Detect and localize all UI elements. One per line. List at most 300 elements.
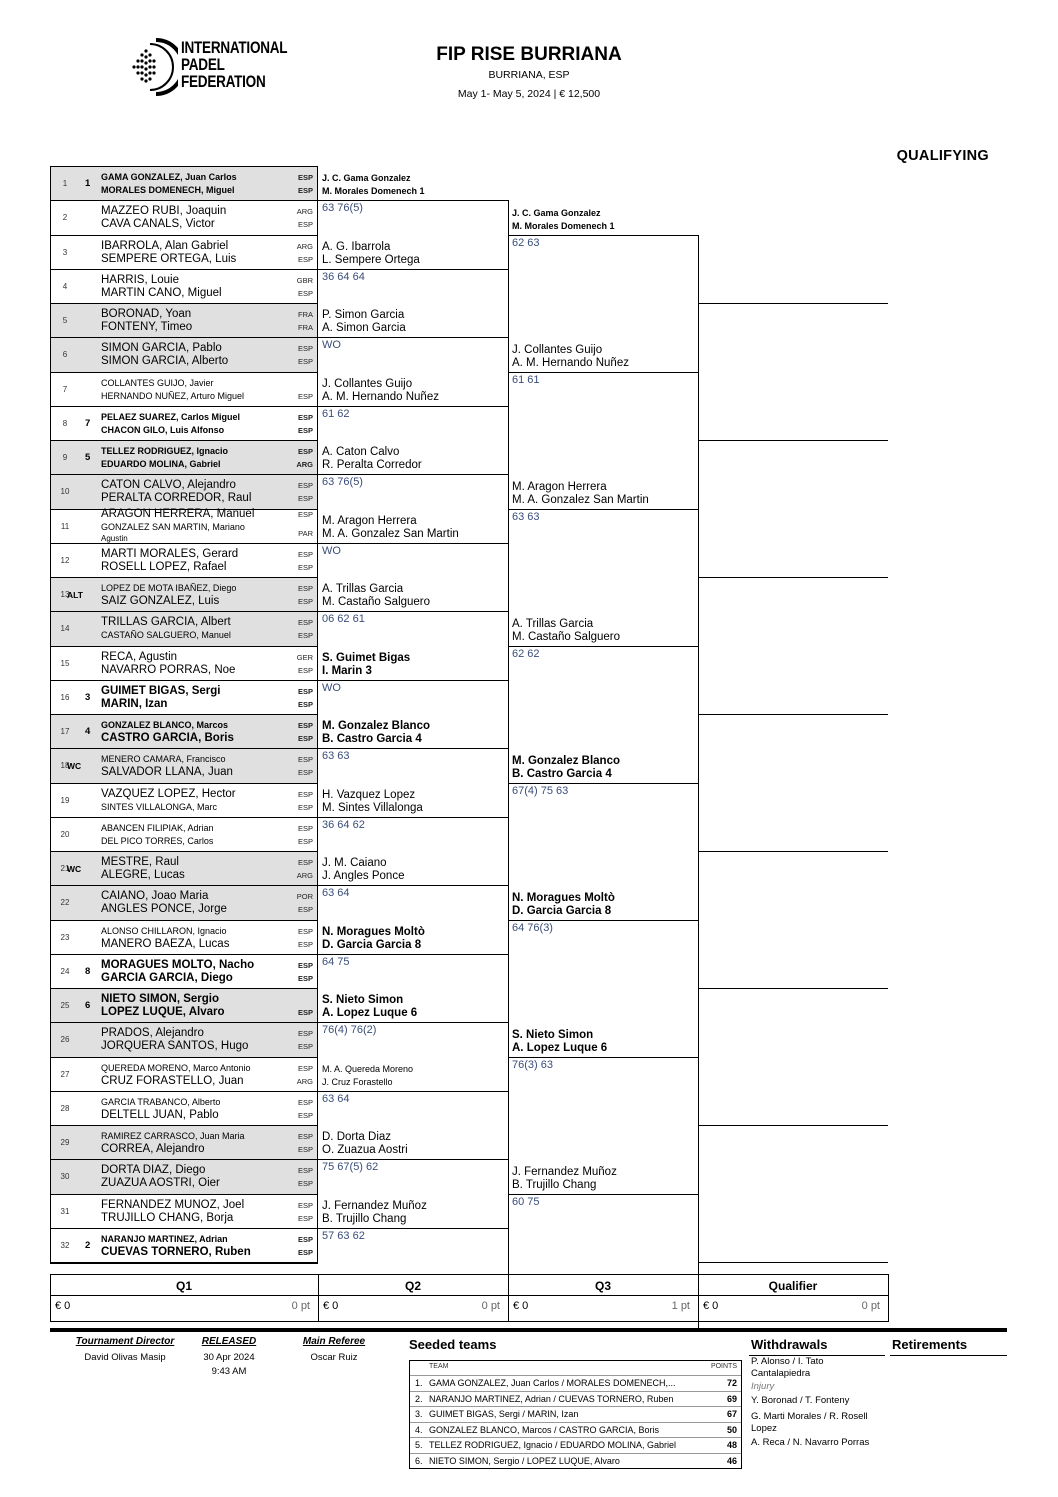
- director-label: Tournament Director: [75, 1336, 175, 1347]
- player-name: MENERO CAMARA, Francisco: [101, 754, 226, 765]
- player-name: GONZALEZ BLANCO, Marcos: [101, 720, 229, 730]
- draw-slot: [51, 1126, 317, 1160]
- nationality: ESP: [297, 173, 313, 182]
- round3-winner: J. Fernandez Muñoz: [512, 1165, 617, 1178]
- player-name: NARANJO MARTINEZ, Adrian: [101, 1233, 228, 1244]
- draw-slot: [51, 681, 317, 715]
- referee-label: Main Referee: [302, 1336, 366, 1347]
- slot-number: 19: [60, 795, 70, 805]
- released-date: 30 Apr 2024: [203, 1352, 255, 1363]
- footer-divider: [50, 1295, 889, 1296]
- slot-number: 29: [60, 1138, 70, 1148]
- nationality: ESP: [297, 1234, 313, 1244]
- player-name: CASTAÑO SALGUERO, Manuel: [101, 630, 231, 641]
- round2-score: WO: [322, 544, 341, 557]
- slot-number: 31: [60, 1206, 70, 1216]
- qualifier-line: [698, 1262, 888, 1263]
- seed-rank: 6.: [415, 1455, 423, 1466]
- nationality: ESP: [297, 755, 313, 765]
- round2-score: 06 62 61: [322, 613, 365, 626]
- round2-score: 61 62: [322, 407, 350, 420]
- round2-winner: A. M. Hernando Nuñez: [322, 390, 439, 403]
- draw-slots: [50, 166, 318, 1264]
- bracket-line: [318, 1022, 508, 1023]
- round3-winner: M. Morales Domenech 1: [512, 220, 615, 231]
- seeded-team-row: [410, 1391, 741, 1406]
- nationality: ESP: [297, 1110, 313, 1120]
- round-name: Qualifier: [768, 1279, 818, 1293]
- nationality: GBR: [296, 275, 313, 285]
- director-name: David Olivas Masip: [84, 1352, 166, 1363]
- round2-score: 57 63 62: [322, 1229, 365, 1242]
- round3-winner: J. Collantes Guijo: [512, 343, 603, 356]
- player-name: MAÑERO BAEZA, Lucas: [101, 937, 230, 950]
- nationality: ESP: [297, 734, 313, 743]
- slot-number: 13: [60, 590, 70, 600]
- bracket-line: [508, 920, 698, 921]
- slot-number: 10: [60, 487, 70, 497]
- player-name: JORQUERA SANTOS, Hugo: [101, 1040, 249, 1053]
- round3-score: 62 62: [512, 647, 540, 660]
- bracket-line: [318, 817, 508, 818]
- nationality: ESP: [297, 1008, 313, 1017]
- round2-winner: A. Caton Calvo: [322, 446, 400, 459]
- player-name: MESTRE, Raul: [101, 856, 179, 868]
- round3-winner: A. Lopez Luque 6: [512, 1041, 608, 1054]
- nationality: ESP: [297, 562, 313, 572]
- player-name: COLLANTES GUIJO, Javier: [101, 377, 214, 388]
- nationality: ESP: [297, 391, 313, 401]
- player-name: SAIZ GONZALEZ, Luis: [101, 595, 220, 607]
- seed-number: 6: [85, 1000, 91, 1012]
- slot-number: 30: [60, 1172, 70, 1182]
- round3-score: 63 63: [512, 510, 540, 523]
- round3-score: 60 75: [512, 1195, 540, 1208]
- player-name: EDUARDO MOLINA, Gabriel: [101, 459, 221, 469]
- draw-slot: [51, 441, 317, 475]
- draw-slot: [51, 407, 317, 441]
- seeded-team-row: [410, 1422, 741, 1437]
- nationality: ESP: [297, 721, 313, 730]
- nationality: ESP: [297, 549, 313, 559]
- seed-rank: 3.: [415, 1409, 423, 1419]
- round3-winner: D. Garcia Garcia 8: [512, 904, 612, 917]
- round3-winner: B. Castro Garcia 4: [512, 767, 612, 780]
- nationality: ESP: [297, 789, 313, 799]
- draw-type-label: QUALIFYING: [896, 148, 989, 164]
- draw-slot: [51, 852, 317, 886]
- draw-slot: [51, 715, 317, 749]
- nationality: ARG: [296, 241, 313, 251]
- nationality: ESP: [297, 509, 313, 519]
- round2-winner: M. Gonzalez Blanco: [322, 720, 430, 733]
- seeded-teams-title: Seeded teams: [409, 1337, 497, 1352]
- seed-number: 5: [85, 452, 91, 464]
- player-name: PERALTA CORREDOR, Raul: [101, 492, 252, 505]
- player-name: ALEGRE, Lucas: [101, 869, 185, 881]
- slot-number: 17: [60, 727, 70, 737]
- player-name: CHACON GILO, Luis Alfonso: [101, 424, 225, 435]
- player-name: BORONAD, Yoan: [101, 308, 192, 320]
- player-name: CRUZ FORASTELLO, Juan: [101, 1074, 244, 1087]
- draw-slot: [51, 373, 317, 407]
- points-header: POINTS: [710, 1363, 737, 1370]
- round2-winner: J. Angles Ponce: [322, 870, 405, 883]
- round-name: Q2: [404, 1279, 421, 1293]
- round3-score: 67(4) 75 63: [512, 784, 569, 797]
- draw-slot: [51, 544, 317, 578]
- draw-slot: [51, 784, 317, 818]
- draw-slot: [51, 201, 317, 235]
- nationality: ESP: [297, 1063, 313, 1073]
- player-name: GUIMET BIGAS, Sergi: [101, 684, 221, 697]
- seed-number: 8: [85, 965, 91, 977]
- round2-winner: A. Lopez Luque 6: [322, 1007, 418, 1020]
- withdrawal-line: P. Alonso / I. Tato: [751, 1356, 824, 1367]
- draw-slot: [51, 507, 317, 544]
- nationality: ESP: [297, 186, 313, 195]
- player-name: GARCIA GARCIA, Diego: [101, 971, 233, 984]
- nationality: ESP: [297, 447, 313, 456]
- seed-team: NIETO SIMON, Sergio / LOPEZ LUQUE, Alvaro: [429, 1455, 620, 1466]
- bracket-line: [318, 748, 508, 749]
- bracket-line: [508, 783, 698, 784]
- player-name: GAMA GONZALEZ, Juan Carlos: [101, 172, 237, 182]
- nationality: ESP: [297, 802, 313, 812]
- released-time: 9:43 AM: [211, 1366, 247, 1377]
- tournament-title: FIP RISE BURRIANA: [436, 44, 622, 65]
- slot-number: 3: [62, 247, 68, 257]
- round-prize: € 0: [703, 1300, 719, 1312]
- nationality: ESP: [297, 960, 313, 970]
- nationality: ESP: [297, 1042, 313, 1052]
- round2-score: 63 76(5): [322, 476, 363, 489]
- round3-winner: A. M. Hernando Nuñez: [512, 356, 629, 369]
- qualifier-line: [698, 714, 888, 715]
- player-name: TELLEZ RODRIGUEZ, Ignacio: [101, 446, 229, 456]
- nationality: ESP: [297, 357, 313, 367]
- player-name: CASTRO GARCIA, Boris: [101, 732, 234, 744]
- slot-number: 7: [62, 384, 68, 394]
- round2-winner: R. Peralta Corredor: [322, 459, 422, 472]
- bracket-line: [508, 954, 509, 1023]
- round3-winner: B. Trujillo Chang: [512, 1178, 597, 1191]
- withdrawal-line: Cantalapiedra: [751, 1368, 811, 1379]
- slot-number: 5: [62, 316, 68, 326]
- player-name: ALONSO CHILLARON, Ignacio: [101, 925, 227, 936]
- bracket-line: [318, 611, 508, 612]
- bracket-line: [508, 817, 509, 886]
- bracket-line: [318, 1091, 508, 1092]
- seed-points: 72: [726, 1378, 737, 1388]
- round2-winner: P. Simon Garcia: [322, 309, 405, 322]
- bracket-line: [508, 646, 698, 647]
- round2-winner: B. Castro Garcia 4: [322, 733, 422, 746]
- nationality: ESP: [297, 220, 313, 230]
- player-name: ANGLES PONCE, Jorge: [101, 903, 227, 916]
- seed-number: 3: [85, 691, 91, 703]
- player-name: FERNANDEZ MUÑOZ, Joel: [101, 1198, 245, 1211]
- draw-slot: [51, 475, 317, 509]
- seed-team: GAMA GONZALEZ, Juan Carlos / MORALES DOMENECH,...: [429, 1378, 676, 1388]
- seed-rank: 1.: [415, 1378, 423, 1388]
- draw-slot: [51, 338, 317, 372]
- round2-score: 63 63: [322, 750, 350, 763]
- draw-slot: [51, 1160, 317, 1194]
- seeded-team-row: [410, 1437, 741, 1452]
- withdrawal-line: Injury: [751, 1381, 775, 1392]
- player-name: CUEVAS TORNERO, Ruben: [101, 1245, 251, 1258]
- player-name: GONZALEZ SAN MARTIN, Mariano: [101, 521, 245, 532]
- player-name: SEMPERE ORTEGA, Luis: [101, 252, 237, 265]
- draw-slot: [51, 818, 317, 852]
- round2-score: 36 64 64: [322, 270, 365, 283]
- round2-score: WO: [322, 681, 341, 694]
- round3-score: 61 61: [512, 373, 540, 386]
- nationality: PAR: [298, 528, 313, 538]
- round-points: 1 pt: [671, 1300, 690, 1312]
- round2-winner: A. Trillas Garcia: [322, 583, 404, 596]
- bracket-line: [508, 1057, 698, 1058]
- slot-number: 14: [60, 624, 70, 634]
- bracket-line: [318, 337, 508, 338]
- bracket-line: [318, 269, 508, 270]
- round2-winner: O. Zuazua Aostri: [322, 1144, 408, 1157]
- player-name: IBARROLA, Alan Gabriel: [101, 239, 229, 252]
- player-name: RAMIREZ CARRASCO, Juan Maria: [101, 1131, 245, 1141]
- player-name: MAZZEO RUBI, Joaquin: [101, 205, 227, 218]
- round2-winner: L. Sempere Ortega: [322, 253, 420, 266]
- round2-winner: I. Marin 3: [322, 664, 372, 677]
- round2-winner: M. A. Gonzalez San Martin: [322, 527, 459, 540]
- round-points: 0 pt: [861, 1300, 880, 1312]
- section-divider: [50, 1328, 1007, 1332]
- slot-number: 2: [62, 213, 68, 223]
- player-name: TRILLAS GARCIA, Albert: [101, 616, 231, 629]
- draw-slot: [51, 167, 317, 201]
- round2-winner: D. Dorta Diaz: [322, 1131, 392, 1144]
- round2-winner: M. Aragon Herrera: [322, 514, 417, 527]
- qualifier-line: [698, 851, 888, 852]
- slot-number: 23: [60, 932, 70, 942]
- bracket-line: [318, 406, 508, 407]
- nationality: ESP: [297, 1179, 313, 1189]
- entry-tag: WC: [67, 761, 82, 772]
- seed-rank: 5.: [415, 1440, 423, 1450]
- qualifier-line: [698, 303, 888, 304]
- bracket-line: [318, 1228, 508, 1229]
- withdrawal-line: Lopez: [751, 1423, 777, 1434]
- bracket-line: [508, 235, 698, 236]
- draw-slot: [51, 886, 317, 920]
- slot-number: 26: [60, 1035, 70, 1045]
- round2-winner: M. Morales Domenech 1: [322, 186, 425, 197]
- round-name: Q1: [175, 1279, 192, 1293]
- nationality: ESP: [297, 905, 313, 915]
- player-name: VAZQUEZ LOPEZ, Hector: [101, 787, 236, 800]
- round2-score: 63 64: [322, 1092, 350, 1105]
- nationality: ESP: [297, 1247, 313, 1257]
- player-name: SINTES VILLALONGA, Marc: [101, 801, 218, 812]
- round3-winner: M. Castaño Salguero: [512, 630, 621, 643]
- slot-number: 4: [62, 281, 68, 291]
- round-points: 0 pt: [291, 1300, 310, 1312]
- round2-winner: H. Vazquez Lopez: [322, 788, 416, 801]
- slot-number: 9: [62, 453, 68, 463]
- draw-slot: [51, 647, 317, 681]
- seed-team: TELLEZ RODRIGUEZ, Ignacio / EDUARDO MOLINA, Gabriel: [429, 1440, 677, 1450]
- released-label: RELEASED: [201, 1336, 257, 1347]
- draw-slot: [51, 1058, 317, 1092]
- draw-slot: [51, 612, 317, 646]
- draw-slot: [51, 1023, 317, 1057]
- nationality: ESP: [297, 926, 313, 936]
- round-prize: € 0: [55, 1300, 71, 1312]
- nationality: ESP: [297, 584, 313, 593]
- seed-rank: 4.: [415, 1424, 423, 1435]
- bracket-line: [508, 509, 698, 510]
- seed-team: GONZALEZ BLANCO, Marcos / CASTRO GARCIA, Boris: [429, 1424, 660, 1435]
- round3-score: 76(3) 63: [512, 1058, 553, 1071]
- seeded-teams-table: [409, 1360, 742, 1469]
- round2-winner: J. C. Gama Gonzalez: [322, 173, 411, 184]
- entry-tag: WC: [67, 864, 82, 875]
- draw-slot: [51, 304, 317, 338]
- player-name: TRUJILLO CHANG, Borja: [101, 1211, 234, 1224]
- referee-name: Oscar Ruiz: [310, 1352, 358, 1363]
- player-name: ROSELL LOPEZ, Rafael: [101, 560, 227, 573]
- bracket-line: [508, 543, 509, 612]
- nationality: ESP: [297, 1213, 313, 1223]
- round2-winner: J. Cruz Forastello: [322, 1076, 393, 1087]
- player-name: CAVA CANALS, Victor: [101, 218, 215, 231]
- round2-winner: J. Collantes Guijo: [322, 377, 413, 390]
- round-name: Q3: [594, 1279, 611, 1293]
- seed-number: 4: [85, 726, 91, 738]
- nationality: ESP: [297, 344, 313, 354]
- round2-score: 63 76(5): [322, 202, 363, 215]
- player-name: MARIN, Izan: [101, 697, 168, 710]
- round2-winner: J. Fernandez Muñoz: [322, 1199, 427, 1212]
- round-prize: € 0: [323, 1300, 339, 1312]
- bracket-line: [508, 1194, 698, 1195]
- seed-points: 48: [726, 1440, 737, 1450]
- round2-winner: J. M. Caiano: [322, 857, 387, 870]
- player-name: SALVADOR LLANA, Juan: [101, 766, 233, 779]
- round2-winner: M. A. Quereda Moreno: [322, 1063, 414, 1074]
- slot-number: 8: [62, 418, 68, 428]
- slot-number: 24: [60, 966, 70, 976]
- round3-winner: N. Moragues Moltò: [512, 891, 615, 904]
- seeded-team-row: [410, 1406, 741, 1421]
- qualifier-line: [698, 577, 888, 578]
- bracket-line: [318, 200, 508, 201]
- player-name: ZUAZUA AOSTRI, Oier: [101, 1177, 220, 1190]
- seed-points: 67: [726, 1409, 737, 1419]
- player-name: HARRIS, Louie: [101, 273, 179, 286]
- bracket-line: [318, 885, 508, 886]
- bracket-line: [318, 1159, 508, 1160]
- round3-winner: J. C. Gama Gonzalez: [512, 207, 601, 218]
- player-name: NAVARRO PORRAS, Noe: [101, 663, 236, 676]
- nationality: ESP: [297, 1166, 313, 1176]
- withdrawals-title: Withdrawals: [751, 1337, 828, 1352]
- nationality: ESP: [297, 494, 313, 504]
- seed-rank: 2.: [415, 1393, 423, 1404]
- round2-winner: A. Simon Garcia: [322, 322, 406, 335]
- player-name: DEL PICO TORRES, Carlos: [101, 835, 214, 846]
- nationality: ESP: [297, 631, 313, 641]
- round3-winner: M. Gonzalez Blanco: [512, 754, 620, 767]
- bracket-line: [508, 680, 509, 749]
- seed-number: 1: [85, 178, 91, 190]
- nationality: ARG: [296, 460, 313, 469]
- round2-winner: D. Garcia Garcia 8: [322, 938, 422, 951]
- nationality: ESP: [297, 254, 313, 264]
- withdrawal-line: G. Marti Morales / R. Rosell: [751, 1411, 868, 1422]
- player-name: LOPEZ LUQUE, Alvaro: [101, 1006, 225, 1018]
- round2-winner: M. Castaño Salguero: [322, 596, 431, 609]
- round3-score: 62 63: [512, 236, 540, 249]
- nationality: ARG: [296, 207, 313, 217]
- player-name: MARTI MORALES, Gerard: [101, 547, 239, 560]
- seed-points: 46: [726, 1455, 737, 1466]
- seed-number: 2: [85, 1239, 91, 1251]
- nationality: ESP: [297, 686, 313, 696]
- slot-number: 20: [60, 829, 70, 839]
- retirements-underline: [890, 1355, 1007, 1356]
- round2-score: 63 64: [322, 887, 350, 900]
- nationality: ESP: [297, 939, 313, 949]
- draw-slot: [51, 578, 317, 612]
- player-name: SIMON GARCIA, Pablo: [101, 342, 222, 355]
- player-name: DORTA DIAZ, Diego: [101, 1164, 206, 1177]
- round3-score: 64 76(3): [512, 921, 553, 934]
- bracket-line: [508, 1091, 509, 1160]
- bracket-line: [318, 474, 508, 475]
- slot-number: 27: [60, 1069, 70, 1079]
- player-name: HERNANDO NUÑEZ, Arturo Miguel: [101, 390, 245, 401]
- player-name: ARAGON HERRERA, Manuel: [101, 507, 255, 520]
- draw-slot: [51, 1229, 317, 1263]
- nationality: ESP: [297, 1097, 313, 1107]
- nationality: ESP: [297, 597, 313, 606]
- player-name: QUEREDA MORENO, Marco Antonio: [101, 1062, 251, 1073]
- player-name: MORALES DOMENECH, Miguel: [101, 185, 235, 195]
- draw-slot: [51, 1195, 317, 1229]
- nationality: ESP: [297, 858, 313, 867]
- bracket-line: [508, 269, 509, 338]
- withdrawal-line: A. Reca / N. Navarro Porras: [751, 1437, 870, 1448]
- player-name: CAIANO, Joao Maria: [101, 890, 209, 903]
- round2-winner: N. Moragues Moltò: [322, 925, 425, 938]
- round-prize: € 0: [513, 1300, 529, 1312]
- nationality: ESP: [297, 768, 313, 778]
- player-name: SIMON GARCIA, Alberto: [101, 355, 229, 368]
- round3-winner: M. A. Gonzalez San Martin: [512, 493, 649, 506]
- withdrawal-line: Y. Boronad / T. Fonteny: [751, 1395, 850, 1406]
- player-name: PRADOS, Alejandro: [101, 1027, 204, 1040]
- nationality: ESP: [297, 699, 313, 709]
- player-name: DELTELL JUAN, Pablo: [101, 1108, 219, 1121]
- round2-winner: B. Trujillo Chang: [322, 1212, 407, 1225]
- nationality: ESP: [297, 412, 313, 422]
- round2-winner: A. G. Ibarrola: [322, 240, 391, 253]
- nationality: ARG: [296, 1076, 313, 1086]
- retirements-title: Retirements: [892, 1337, 968, 1352]
- slot-number: 6: [62, 350, 68, 360]
- round2-winner: S. Guimet Bigas: [322, 651, 411, 664]
